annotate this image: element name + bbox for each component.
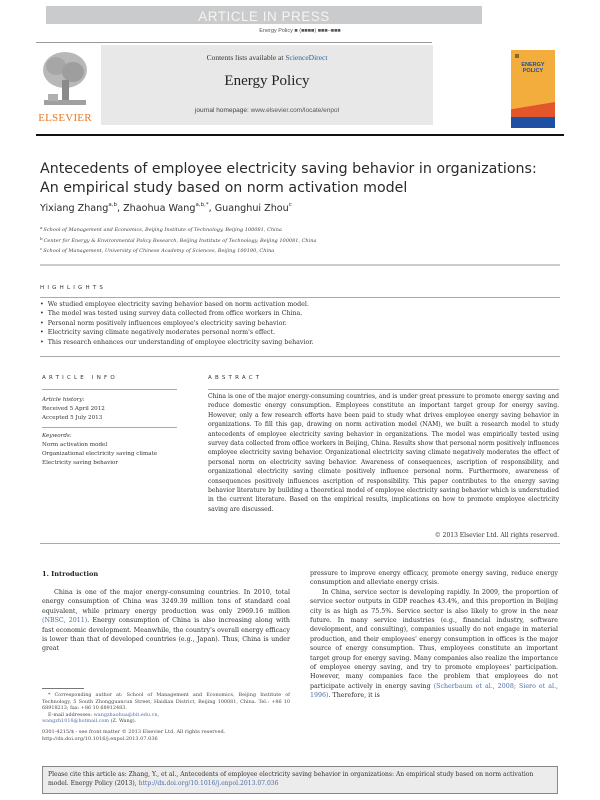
article-in-press-banner [46,6,482,24]
abstract-copyright: © 2013 Elsevier Ltd. All rights reserved. [434,532,559,539]
highlight-item: • The model was tested using survey data collected from office workers in China. [40,309,560,318]
highlight-item: • This research enhances our understanding of employee electricity saving behavior. [40,338,560,347]
highlight-item: • We studied employee electricity saving behavior based on norm activation model. [40,300,560,309]
author-name[interactable]: Guanghui Zhou [214,203,289,214]
email-line: wangzh1018@hotmail.com (Z. Wang). [42,718,137,725]
corresponding-author-footnote: * Corresponding author at: School of Management and Economics, Beijing Institute of Technology, 5 South Zhongguancun Street, Haidian District, Beijing 100081, China. Tel.: +86 10 68918213; fax: +86 10 68912483. E-mail addresses: wangzhaohua@bit.edu.cn, wangzh1018@hotmail.com (Z. Wang). [42,692,290,725]
journal-homepage [101,107,433,114]
header-top-rule [36,42,432,43]
journal-reference: Energy Policy ■ (■■■■) ■■■–■■■ [259,28,341,34]
front-matter: 0301-4215/$ - see front matter © 2013 Elsevier Ltd. All rights reserved. http://dx.doi.org/10.1016/j.enpol.2013.07.036 [42,729,290,743]
highlights-rule [40,297,560,298]
cover-title: ENERGY POLICY [521,62,545,74]
elsevier-wordmark: ELSEVIER [38,112,92,124]
received-date: Received 5 April 2012 [42,406,105,412]
paragraph: China is one of the major energy-consuming countries. In 2010, total energy consumption of China was 3249.39 million tons of standard coal equivalent, while primary energy production was only 2969.16 million (NBSC, 2011). Energy consumption of China is also increasing along with fast economic development. Meanwhile, the country's overall energy efficacy is lower than that of developed countries (e.g., Japan). Thus, China is under great [42,589,290,653]
highlights-list [40,300,560,347]
keyword: Electricity saving behavior [42,460,119,466]
accepted-date: Accepted 5 July 2013 [42,415,103,421]
affiliation: $^c$School of Management, University of Chinese Academy of Sciences, Beijing 100190, China [40,246,275,254]
paragraph: In China, service sector is developing rapidly. In 2009, the proportion of service sector outputs in GDP reaches 43.4%, and this proportion in Beijing city is as high as 75.5%. Service sector is also likely to grow in the near future. In many service industries (e.g., financial industry, software development, and consulting), companies usually do not engage in material production, and their employees' energy consumption in offices is the major source of energy consumption. Thus, employees constitute an important target group for energy saving. Many companies also realize the importance of employee energy saving, and try to promote employees' participation. However, many companies face the problem that employees do not participate actively in energy saving (Scherbaum et al., 2008; Siero et al., 1996). Therefore, it is [310,588,558,700]
body-right-column [310,569,558,701]
affiliations [40,224,560,256]
abstract-rule [208,389,559,390]
article-title: Antecedents of employee electricity saving behavior in organizations: An empirical study based on norm activation model [40,161,537,196]
abstract-text: China is one of the major energy-consuming countries, and is under great pressure to promote energy saving and reduce domestic energy consumption. Employees constitute an important target group for energy saving. However, only a few research efforts have been paid to study what drives employee energy saving behavior in organizations. To fill this gap, drawing on norm activation model (NAM), we built a research model to study antecedents of employee electricity saving behavior in organizations. The model was empirically tested using survey data collected from office workers in Beijing, China. Results show that personal norm positively influences employee electricity saving behavior. Organizational electricity saving climate negatively moderates the effect of personal norm on electricity saving behavior. Awareness of consequences, ascription of responsibility, and organizational electricity saving climate positively influence personal norm. Furthermore, awareness of consequences positively influences ascription of responsibility. This paper contributes to the energy saving behavior literature by building a theoretical model of employee electricity saving behavior which is understudied in the current literature. Based on the empirical results, implications on how to promote employee electricity saving are discussed. [208,393,559,513]
highlight-item: • Electricity saving climate negatively moderates personal norm's effect. [40,328,560,337]
journal-name: Energy Policy [224,73,310,89]
journal-cover-thumbnail[interactable] [511,50,555,128]
header-bottom-rule [36,134,564,136]
cover-emblem-icon [515,54,519,58]
highlights-label: HIGHLIGHTS [40,285,107,291]
keyword: Organizational electricity saving climate [42,451,158,457]
contents-line [101,53,433,62]
doi-link[interactable]: http://dx.doi.org/10.1016/j.enpol.2013.07.036 [42,736,158,742]
author-name[interactable]: Zhaohua Wang [123,203,196,214]
homepage-prefix: journal homepage: [194,107,251,114]
affiliation: $^a$School of Management and Economics, Beijing Institute of Technology, Beijing 100081, China [40,225,282,233]
paragraph: pressure to improve energy efficacy, promote energy saving, reduce energy consumption and alleviate energy crisis. [310,570,558,587]
email-line: E-mail addresses: wangzhaohua@bit.edu.cn, [48,711,160,718]
contents-prefix: Contents lists available at [206,53,286,62]
homepage-url-link[interactable]: www.elsevier.com/locate/enpol [250,107,340,114]
author-name[interactable]: Yixiang Zhang [40,203,109,214]
section-heading-introduction: 1. Introduction [42,570,99,578]
keywords-label: Keywords: [42,433,72,439]
affiliation: $^b$Center for Energy & Environmental Policy Research, Beijing Institute of Technology, Beijing 100081, China [40,235,317,244]
footnote-rule [42,688,84,689]
cover-blue-band [511,117,555,128]
elsevier-logo[interactable] [36,50,94,130]
abstract-label: ABSTRACT [208,375,263,381]
cover-red-band [511,102,555,118]
keywords-block [42,432,182,468]
highlights-bottom-rule [40,356,560,357]
citation-doi-link[interactable]: http://dx.doi.org/10.1016/j.enpol.2013.07.036 [138,780,279,788]
author-list: Yixiang Zhang$^{a,b}$, Zhaohua Wang$^{a,b,*}$, Guanghui Zhou$^c$ [40,202,292,214]
journal-header-box [101,45,433,125]
email-link[interactable]: wangzh1018@hotmail.com [42,718,110,725]
keywords-rule [42,427,177,428]
highlights-top-divider [40,264,560,266]
highlight-item: • Personal norm positively influences employee's electricity saving behavior. [40,319,560,328]
elsevier-tree-icon [42,50,88,110]
history-label: Article history: [42,397,85,403]
article-info [42,396,182,423]
banner-label: ARTICLE IN PRESS [198,9,330,24]
abstract-bottom-rule [40,543,560,544]
keyword: Norm activation model [42,442,108,448]
citation-box: Please cite this article as: Zhang, Y., et al., Antecedents of employee electricity saving behavior in organizations: An empirical study based on norm activation model. Energy Policy (2013), http://dx.doi.org/10.1016/j.enpol.2013.07.036 [42,766,558,794]
sciencedirect-link[interactable]: ScienceDirect [285,53,328,62]
email-link[interactable]: wangzhaohua@bit.edu.cn [93,711,158,718]
body-left-column [42,588,290,654]
article-info-label: ARTICLE INFO [42,375,118,381]
citation-link[interactable]: (Scherbaum et al., 2008; Siero et al., 1996) [310,682,558,700]
article-info-rule [42,389,177,390]
citation-link[interactable]: (NBSC, 2011) [42,617,88,625]
